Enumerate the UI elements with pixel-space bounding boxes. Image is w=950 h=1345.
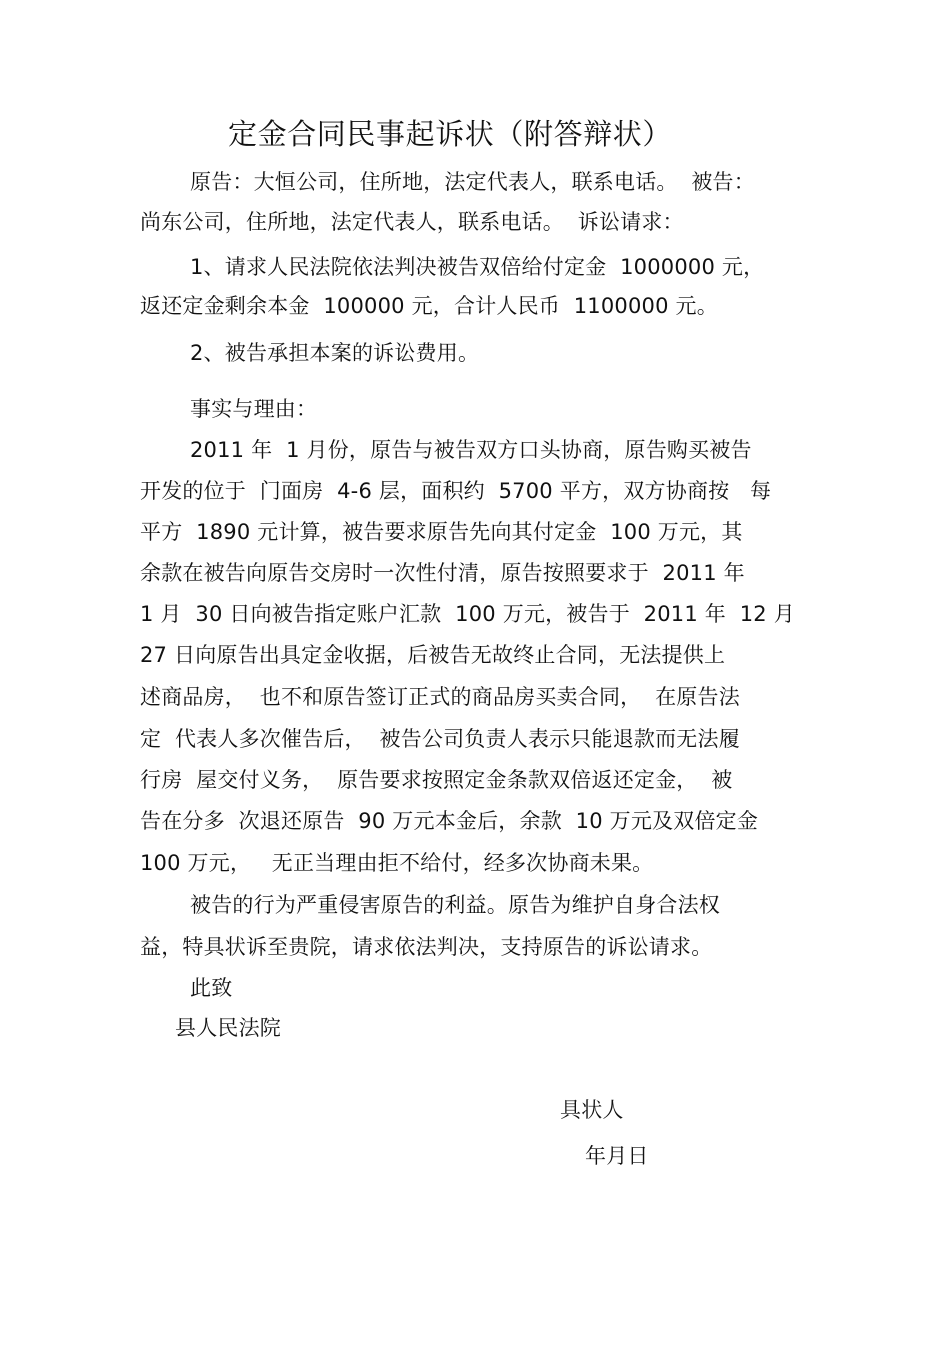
document-title: 定金合同民事起诉状（附答辩状） [228,117,673,151]
salutation: 此致 [190,976,233,1000]
facts-line-4: 余款在被告向原告交房时一次性付清，原告按照要求于 2011 年 [140,561,745,585]
facts-line-9: 行房 屋交付义务， 原告要求按照定金条款双倍返还定金， 被 [140,768,733,792]
facts-line-7: 述商品房， 也不和原告签订正式的商品房买卖合同， 在原告法 [140,685,740,709]
conclusion-line-2: 益，特具状诉至贵院，请求依法判决，支持原告的诉讼请求。 [140,935,713,959]
facts-line-2: 开发的位于 门面房 4-6 层，面积约 5700 平方，双方协商按 每 [140,479,772,503]
signer-label: 具状人 [560,1098,624,1122]
facts-line-8: 定 代表人多次催告后， 被告公司负责人表示只能退款而无法履 [140,727,740,751]
plaintiff-defendant-line: 原告：大恒公司，住所地，法定代表人，联系电话。 被告： [190,170,755,194]
defendant-claims-line: 尚东公司，住所地，法定代表人，联系电话。 诉讼请求： [140,210,684,234]
facts-line-10: 告在分多 次退还原告 90 万元本金后，余款 10 万元及双倍定金 [140,809,759,833]
date-label: 年月日 [585,1144,649,1168]
conclusion-line-1: 被告的行为严重侵害原告的利益。原告为维护自身合法权 [190,893,720,917]
court-name: 县人民法院 [175,1016,281,1040]
claim-1-line-2: 返还定金剩余本金 100000 元，合计人民币 1100000 元。 [140,294,718,318]
facts-line-6: 27 日向原告出具定金收据，后被告无故终止合同，无法提供上 [140,643,726,667]
facts-line-11: 100 万元， 无正当理由拒不给付，经多次协商未果。 [140,851,654,875]
facts-line-5: 1 月 30 日向被告指定账户汇款 100 万元，被告于 2011 年 12 月 [140,602,795,626]
claim-2-line: 2、被告承担本案的诉讼费用。 [190,341,480,365]
facts-line-3: 平方 1890 元计算，被告要求原告先向其付定金 100 万元，其 [140,520,743,544]
facts-heading: 事实与理由： [190,397,318,421]
facts-line-1: 2011 年 1 月份，原告与被告双方口头协商，原告购买被告 [190,438,752,462]
claim-1-line-1: 1、请求人民法院依法判决被告双倍给付定金 1000000 元， [190,255,765,279]
